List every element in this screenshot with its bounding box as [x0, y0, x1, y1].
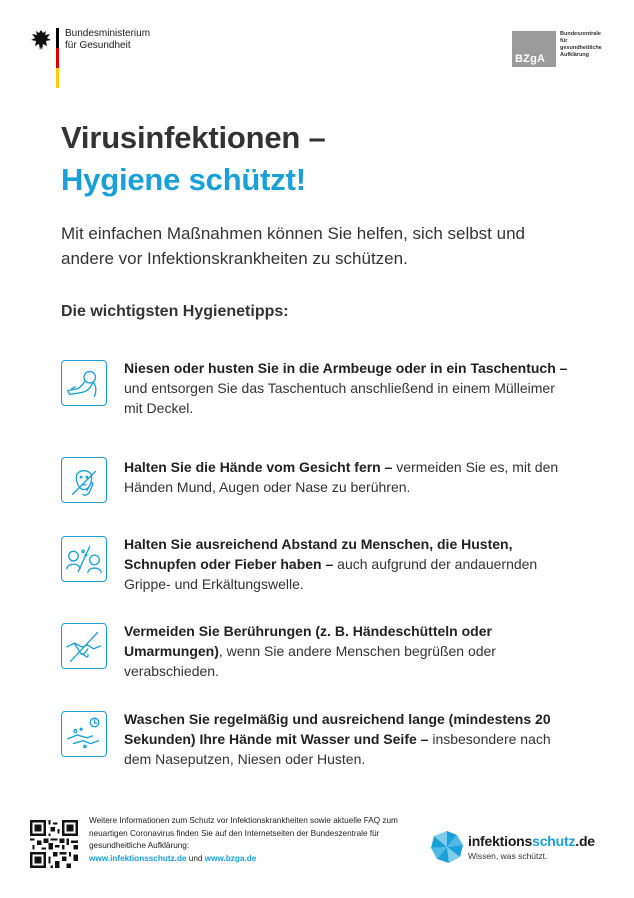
infektionsschutz-link[interactable]: www.infektionsschutz.de	[89, 853, 187, 863]
tip-bold-text: Halten Sie die Hände vom Gesicht fern –	[124, 459, 393, 475]
sneeze-elbow-icon	[61, 360, 107, 406]
intro-text: Mit einfachen Maßnahmen können Sie helfen, sich selbst und andere vor Infektionskrankheiten zu schützen.	[61, 224, 525, 268]
tip-text	[124, 358, 574, 418]
ministry-line-1: Bundesministerium	[65, 28, 151, 39]
infektionsschutz-wordmark	[468, 833, 595, 861]
tip-item	[61, 534, 581, 594]
ministry-line-2: für Gesundheit	[65, 40, 131, 51]
tip-text	[124, 534, 574, 594]
page-title-line-1: Virusinfektionen –	[61, 120, 326, 155]
tip-text	[124, 709, 574, 769]
tip-bold-text: Waschen Sie regelmäßig und ausreichend lange (mindestens 20 Sekunden) Ihre Hände mit Wasser und Seife –	[124, 711, 551, 747]
brand-name	[468, 833, 595, 849]
bzga-name	[560, 31, 620, 59]
no-face-touch-icon	[61, 457, 107, 503]
tip-bold-text: Niesen oder husten Sie in die Armbeuge oder in ein Taschentuch –	[124, 360, 568, 376]
footer-info-text: Weitere Informationen zum Schutz vor Infektionskrankheiten sowie aktuelle FAQ zum neuartigen Coronavirus finden Sie auf den Internetseiten der Bundeszentrale für gesundheitliche Aufklärung:	[89, 816, 398, 850]
header	[0, 0, 634, 100]
ministry-name	[65, 28, 150, 52]
bzga-mark-box	[512, 31, 556, 67]
tip-bold-text: Halten Sie ausreichend Abstand zu Menschen, die Husten, Schnupfen oder Fieber haben –	[124, 536, 513, 572]
tip-item	[61, 455, 581, 503]
hand-washing-icon	[61, 711, 107, 757]
tip-body-text: vermeiden Sie es, mit den Händen Mund, Augen oder Nase zu berühren.	[124, 459, 559, 495]
tip-item	[61, 621, 581, 681]
footer-info	[89, 815, 409, 865]
brand-tagline: Wissen, was schützt.	[468, 851, 548, 861]
footer	[0, 812, 634, 898]
tip-bold-text: Vermeiden Sie Berührungen (z. B. Händeschütteln oder Umarmungen)	[124, 623, 492, 659]
bzga-line-4: Aufklärung	[560, 52, 590, 58]
bzga-mark: BZgA	[515, 53, 546, 65]
tip-body-text: , wenn Sie andere Menschen begrüßen oder verabschieden.	[124, 643, 496, 679]
tips-heading: Die wichtigsten Hygienetipps:	[61, 303, 289, 320]
tip-body-text: und entsorgen Sie das Taschentuch anschließend in einem Mülleimer mit Deckel.	[124, 380, 555, 416]
brand-part-2: schutz	[532, 833, 576, 849]
tip-item	[61, 358, 581, 418]
bzga-logo	[512, 31, 620, 67]
qr-code-icon	[30, 820, 78, 868]
bzga-line-3: gesundheitliche	[560, 45, 602, 51]
distance-icon	[61, 536, 107, 582]
brand-part-1: infektions	[468, 833, 533, 849]
bzga-line-1: Bundeszentrale	[560, 31, 601, 37]
brand-part-3: .de	[575, 833, 595, 849]
page-title-line-2: Hygiene schützt!	[61, 162, 306, 197]
infektionsschutz-logo	[430, 830, 595, 864]
federal-eagle-icon	[30, 28, 52, 52]
tip-body-text: auch aufgrund der andauernden Grippe- und Erkältungswelle.	[124, 556, 538, 592]
german-flag-stripe	[56, 28, 59, 88]
no-handshake-icon	[61, 623, 107, 669]
tip-body-text: insbesondere nach dem Naseputzen, Niesen oder Husten.	[124, 731, 551, 767]
ministry-logo	[30, 28, 150, 88]
footer-and: und	[186, 853, 205, 863]
bzga-line-2: für	[560, 38, 568, 44]
bzga-link[interactable]: www.bzga.de	[204, 853, 257, 863]
tip-item	[61, 709, 581, 769]
tip-text	[124, 455, 574, 503]
tip-text	[124, 621, 574, 681]
infektionsschutz-star-icon	[430, 830, 464, 864]
